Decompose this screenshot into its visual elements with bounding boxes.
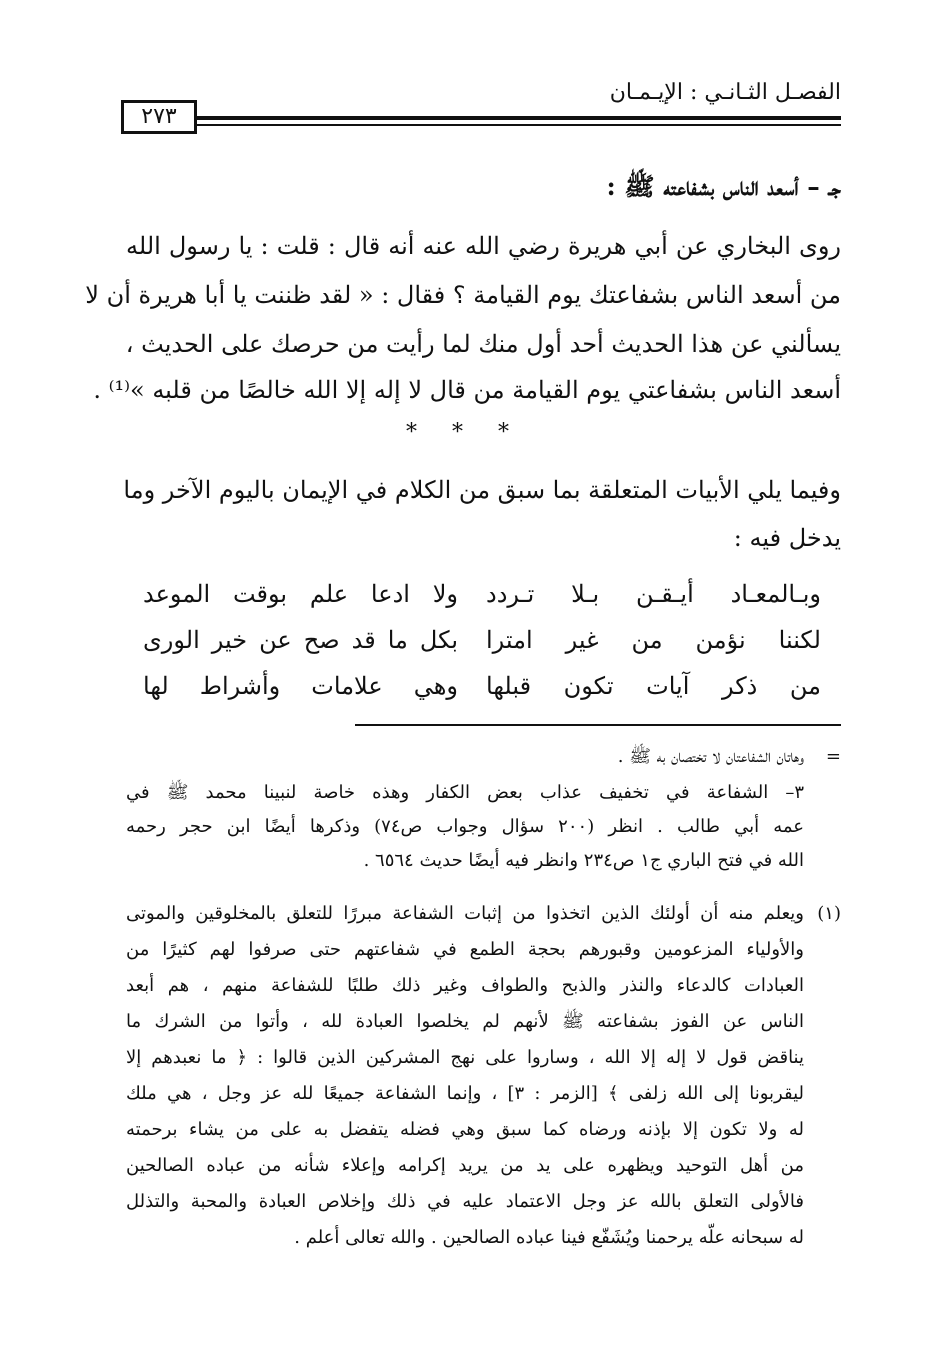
intro-line-2: يدخل فيه : — [733, 524, 841, 552]
body-line-2: من أسعد الناس بشفاعتك يوم القيامة ؟ فقال : « لقد ظننت يا أبا هريرة أن لا — [85, 281, 841, 309]
intro-line-1: وفيما يلي الأبيات المتعلقة بما سبق من الكلام في الإيمان باليوم الآخر وما — [123, 476, 841, 504]
footnote-1-line-5: يناقض قول لا إله إلا الله ، وساروا على نهج المشركين الذين قالوا : ﴿ ما نعبدهم إلا — [126, 1047, 804, 1068]
footnote-continuation-line-1: وهاتان الشفاعتان لا تختصان به ﷺ . — [617, 746, 804, 767]
poem-verse-3-first-hemistich: من ذكر آيات تكون قبلها — [486, 672, 821, 700]
footnote-continuation-mark: = — [825, 746, 841, 767]
footnote-1-line-10: له سبحانه علّه يرحمنا ويُشَفّع فينا عباده الصالحين . والله تعالى أعلم . — [294, 1227, 804, 1248]
footnote-continuation-line-3: عمه أبي طالب . انظر (٢٠٠ سؤال وجواب ص٧٤) وذكرها أيضًا ابن حجر رحمه — [126, 816, 805, 837]
footnote-1-line-4: الناس عن الفوز بشفاعته ﷺ لأنهم لم يخلصوا العبادة لله ، وأتوا من الشرك ما — [126, 1011, 804, 1032]
poem-verse-1-first-hemistich: وبـالمعـاد أيـقـن بـلا تـردد — [486, 580, 821, 608]
footnote-1-line-1: ويعلم منه أن أولئك الذين اتخذوا من إثبات الشفاعة مبررًا للتعلق بالمخلوقين والموتى — [126, 903, 804, 924]
body-line-1: روى البخاري عن أبي هريرة رضي الله عنه أنه قال : قلت : يا رسول الله — [126, 232, 841, 260]
footnote-1-marker: (١) — [817, 903, 841, 924]
section-heading: جـ – أسعد الناس بشفاعته ﷺ : — [606, 172, 841, 201]
footnote-1-line-9: فالأولى التعلق بالله عز وجل الاعتماد عليه في ذلك وإخلاص العبادة والمحبة والتذلل — [126, 1191, 804, 1212]
footnote-1-line-2: والأولياء المزعومين وقبورهم بحجة الطمع في شفاعتهم حتى صرفوا لهم كثيرًا من — [126, 939, 804, 960]
footnote-1-line-8: من أهل التوحيد ويظهره على يد من يريد إكرامه وإعلاء شأنه من عباده الصالحين — [126, 1155, 804, 1176]
header-rule-thin — [197, 124, 841, 126]
poem-verse-2-second-hemistich: بكل ما قد صح عن خير الورى — [143, 626, 458, 654]
running-header-chapter-title: الفصـل الثـانـي : الإيـمـان — [609, 80, 841, 105]
footnote-1-line-6: ليقربونا إلى الله زلفى ﴾ [الزمر : ٣] ، وإنما الشفاعة جميعًا لله عز وجل ، هي ملك — [126, 1083, 804, 1104]
footnote-1-line-7: له ولا تكون إلا بإذنه ورضاه كما سبق وهي فضله يتفضل به على من يشاء برحمته — [126, 1119, 804, 1140]
poem-verse-2-first-hemistich: لكننا نؤمن من غير امترا — [486, 626, 821, 654]
poem-verse-1-second-hemistich: ولا ادعا علم بوقت الموعد — [143, 580, 458, 608]
header-rule-thick — [197, 116, 841, 120]
poem-verse-3-second-hemistich: وهي علامات وأشراط لها — [143, 672, 458, 700]
footnote-continuation-line-2: ٣– الشفاعة في تخفيف عذاب بعض الكفار وهذه خاصة لنبينا محمد ﷺ في — [126, 782, 804, 803]
page-number: ٢٧٣ — [121, 100, 197, 134]
section-separator-stars: * * * — [406, 420, 523, 445]
footnote-1-line-3: العبادات كالدعاء والنذر والذبح والطواف وغير ذلك طلبًا للشفاعة منهم ، هم أبعد — [126, 975, 804, 996]
body-line-4: أسعد الناس بشفاعتي يوم القيامة من قال لا إله إلا الله خالصًا من قلبه »⁽¹⁾ . — [93, 376, 841, 404]
body-line-3: يسألني عن هذا الحديث أحد أول منك لما رأيت من حرصك على الحديث ، — [125, 330, 841, 358]
footnote-separator-rule — [355, 724, 841, 726]
footnote-continuation-line-4: الله في فتح الباري ج١ ص٢٣٤ وانظر فيه أيضًا حديث ٦٥٦٤ . — [363, 850, 804, 871]
